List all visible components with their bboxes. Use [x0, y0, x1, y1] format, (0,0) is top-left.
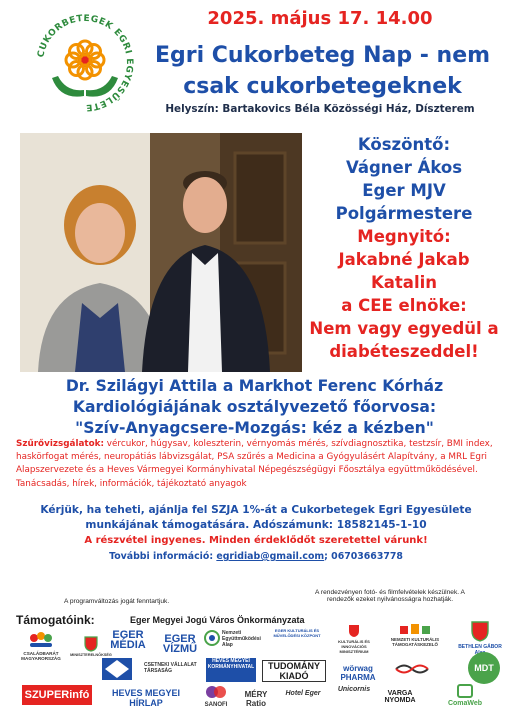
comaweb-icon — [457, 684, 473, 698]
dna-icon — [394, 662, 430, 676]
title-line-2: csak cukorbetegeknek — [183, 74, 462, 99]
slogan-line-1: Nem vagy egyedül a — [309, 319, 499, 338]
sponsor-worwag: wörwag PHARMA — [340, 664, 376, 682]
szja-line-2: munkájának támogatására. Adószámunk: 18582145-1-10 — [85, 519, 427, 531]
opener-role: a CEE elnöke: — [341, 296, 467, 315]
sponsor-heves-hirlap: HEVES MEGYEI HÍRLAP — [111, 688, 181, 708]
sponsor-comaweb: ComaWeb — [430, 684, 500, 707]
slogan-line-2: diabéteszeddel! — [329, 342, 479, 361]
association-logo — [30, 8, 140, 118]
sponsor-nea: Nemzeti Együttműködési Alap — [204, 630, 262, 648]
logo-ring-text: CUKORBETEGEK EGRI EGYESÜLETE — [36, 13, 135, 113]
nka-icon — [400, 622, 430, 636]
screening-body: vércukor, húgysav, koleszterin, vérnyomás mérés, szívdiagnosztika, testzsír, BMI index, haskörfogat mérés, neuropátiás lábvizsgálat, PSA szűrés a Medicina a Gyógyulásért Alapítvány, a MRL Egri Alapszervezete és a Heves Vármegyei Kormányhivatal Népegészségügyi Főosztálya együttműködésével. Tanácsadás, hírek, információk, tájékoztató anyagok — [16, 439, 493, 489]
greeting-role-2: Polgármestere — [335, 204, 473, 223]
lecture-line-1: Dr. Szilágyi Attila a Markhot Ferenc Kórház — [65, 377, 444, 395]
contact-label: További információ: — [109, 551, 214, 562]
sponsor-csetneki: CSETNEKI VÁLLALAT TÁRSASÁG — [144, 662, 197, 674]
photo-note — [290, 589, 490, 603]
sponsor-miniszterelnokseg: MINISZTERELNÖKSÉG — [70, 636, 112, 657]
free-entry-text: A részvétel ingyenes. Minden érdeklődőt szeretettel várunk! — [84, 535, 428, 546]
sponsor-unicornis: Unicornis — [337, 686, 371, 693]
sponsor-diamond-logo — [102, 658, 132, 680]
event-title — [150, 40, 495, 102]
photo-note-line-1: A rendezvényen fotó- és filmfelvételek készülnek. A — [315, 589, 465, 596]
contact-info — [16, 551, 496, 562]
szja-block — [16, 503, 496, 533]
diamond-icon — [102, 658, 132, 680]
kim-crest-icon — [348, 624, 360, 638]
speakers-photo — [20, 133, 302, 372]
sponsor-dna — [392, 662, 432, 678]
sponsor-eger-kozpont: EGER KULTURÁLIS ÉS MŰVELŐDÉSI KÖZPONT — [273, 628, 321, 638]
szja-line-1: Kérjük, ha teheti, ajánlja fel SZJA 1%-át a Cukorbetegek Egri Egyesülete — [40, 504, 472, 516]
sponsor-nka: NEMZETI KULTURÁLIS TÁMOGATÁSKEZELŐ — [385, 622, 445, 647]
screening-label: Szűrővizsgálatok: — [16, 439, 105, 449]
family-icon — [26, 630, 56, 650]
event-date: 2025. május 17. 14.00 — [207, 8, 433, 29]
greeting-name: Vágner Ákos — [345, 158, 463, 177]
sponsor-sanofi: SANOFI — [198, 684, 234, 708]
program-change-note: A programváltozás jogát fenntartjuk. — [64, 598, 170, 605]
sponsor-mdt: MDT — [468, 652, 500, 684]
sponsor-hevesmegyei: HEVES MEGYEI KORMÁNYHIVATAL — [206, 658, 256, 682]
event-venue: Helyszín: Bartakovics Béla Közösségi Ház, Díszterem — [165, 103, 475, 115]
sponsor-eger-media: EGER MÉDIA — [110, 629, 146, 651]
nea-icon — [204, 630, 220, 646]
opener-label: Megnyitó: — [357, 227, 451, 246]
sponsor-varga-nyomda: VARGA NYOMDA — [384, 690, 416, 704]
screening-text — [16, 438, 496, 491]
municipality-name: Eger Megyei Jogú Város Önkormányzata — [130, 615, 305, 625]
sponsors-title: Támogatóink: — [16, 613, 95, 627]
sponsor-mery: MÉRY Ratio — [244, 690, 268, 708]
sponsor-tudomany: TUDOMÁNY KIADÓ — [262, 660, 326, 682]
lecture-line-2: Kardiológiájának osztályvezető főorvosa: — [72, 398, 437, 416]
lecture-line-3: "Szív-Anyagcsere-Mozgás: kéz a kézben" — [75, 419, 434, 437]
greeting-label: Köszöntő: — [357, 135, 451, 154]
contact-email-link[interactable]: egridiab@gmail.com — [216, 551, 325, 562]
title-line-1: Egri Cukorbeteg Nap - nem — [154, 43, 491, 68]
photo-note-line-2: rendezők ezeket nyilvánosságra hozhatják. — [326, 596, 454, 603]
sponsor-csaladbarat: CSALÁDBARÁT MAGYARORSZÁG — [16, 630, 66, 661]
sanofi-icon — [205, 684, 227, 700]
sponsor-eger-vizmu: EGER VÍZMŰ — [162, 633, 198, 655]
sponsor-szuperinfo: SZUPERinfó — [22, 685, 92, 705]
coat-of-arms-icon — [84, 636, 98, 652]
sponsor-kim: KULTURÁLIS ÉS INNOVÁCIÓS MINISZTÉRIUM — [330, 624, 378, 654]
sponsor-bethlen: BETHLEN GÁBOR — [455, 620, 505, 656]
contact-phone: ; 06703663778 — [324, 551, 403, 562]
bethlen-crest-icon — [470, 620, 490, 642]
program-column — [304, 133, 504, 363]
opener-name: Jakabné Jakab Katalin — [338, 250, 470, 292]
sponsor-hotel: Hotel Eger — [285, 690, 321, 697]
greeting-role-1: Eger MJV — [362, 181, 446, 200]
lecture-block — [6, 376, 503, 439]
